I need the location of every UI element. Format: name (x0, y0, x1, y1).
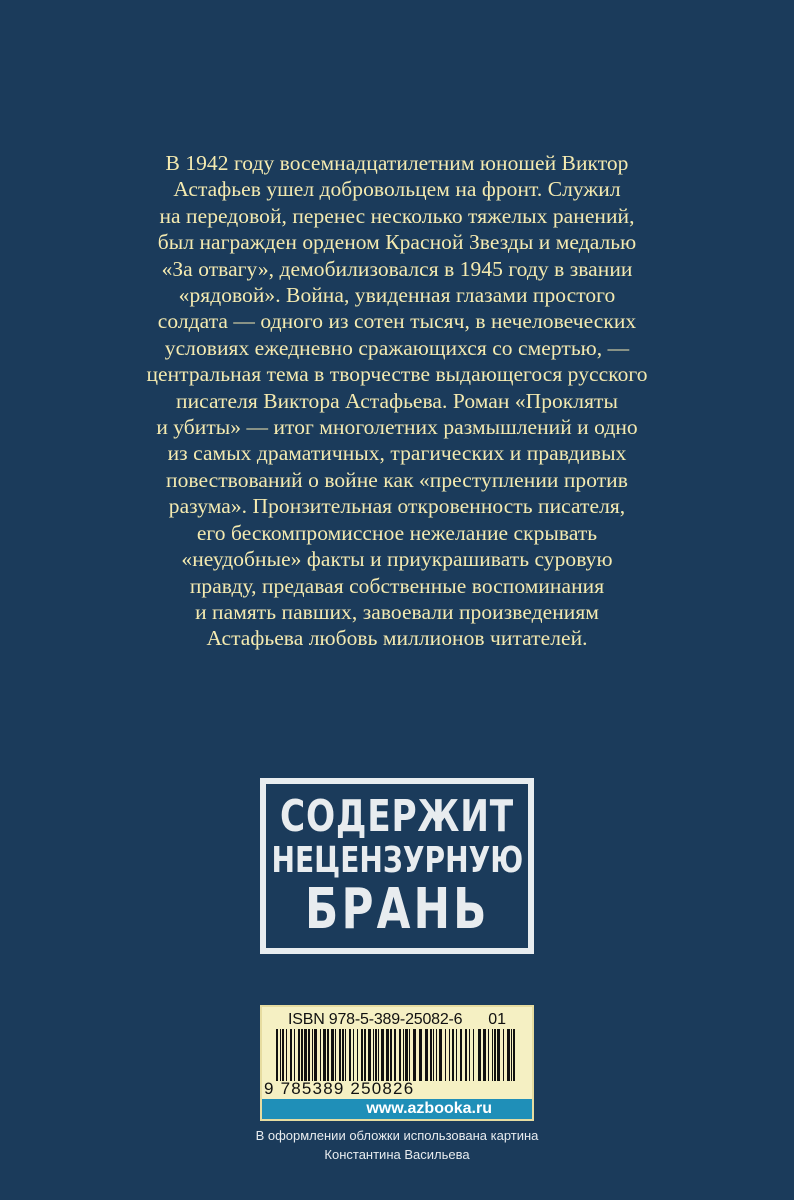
barcode-bar (394, 1029, 396, 1081)
barcode-bar (304, 1029, 307, 1081)
blurb-line: «неудобные» факты и приукрашивать суровую (181, 547, 613, 572)
barcode-bar (353, 1029, 354, 1081)
barcode-bar (373, 1029, 374, 1081)
blurb-line: разума». Пронзительная откровенность писателя, (168, 494, 626, 519)
barcode-bar (335, 1029, 336, 1081)
publisher-website[interactable]: www.azbooka.ru (262, 1099, 532, 1119)
barcode-bar (381, 1029, 384, 1081)
warning-line-2: НЕЦЕНЗУРНУЮ (271, 840, 523, 881)
barcode-bar (282, 1029, 284, 1081)
blurb-line: его бескомпромиссное нежелание скрывать (196, 520, 598, 545)
barcode-bar (386, 1029, 389, 1081)
barcode-bar (301, 1029, 303, 1081)
barcode-bar (449, 1029, 450, 1081)
barcode-bar (409, 1029, 410, 1081)
barcode-bar (364, 1029, 366, 1081)
barcode-bar (483, 1029, 486, 1081)
barcode-bar (314, 1029, 317, 1081)
barcode-label (260, 1005, 534, 1121)
barcode-bar (419, 1029, 422, 1081)
blurb-line: писателя Виктора Астафьева. Роман «Прокляты (176, 388, 618, 413)
barcode-bar (399, 1029, 401, 1081)
barcode-bar (465, 1029, 467, 1081)
warning-line-3: БРАНЬ (304, 877, 490, 942)
barcode-bar (286, 1029, 287, 1081)
blurb-line: Астафьев ушел добровольцем на фронт. Служил (173, 177, 621, 202)
barcode-bar (339, 1029, 341, 1081)
blurb-line: центральная тема в творчестве выдающегося русского (146, 362, 648, 387)
blurb-line: условиях ежедневно сражающихся со смертью, — (164, 335, 630, 360)
blurb-line: из самых драматичных, трагических и правдивых (167, 441, 627, 466)
cover-art-credit (200, 1126, 594, 1164)
barcode-bar (413, 1029, 416, 1081)
barcode-bar (320, 1029, 321, 1081)
barcode-bar (345, 1029, 346, 1081)
barcode-bar (494, 1029, 496, 1081)
barcode-bar (469, 1029, 470, 1081)
barcode-bar (488, 1029, 489, 1081)
barcode-bar (378, 1029, 379, 1081)
blurb-line: «рядовой». Война, увиденная глазами простого (178, 283, 616, 308)
barcode-bar (403, 1029, 404, 1081)
barcode-bar (478, 1029, 481, 1081)
barcode-bar (357, 1029, 358, 1081)
barcode-bar (390, 1029, 392, 1081)
barcode-bar (276, 1029, 278, 1081)
barcode-bar (349, 1029, 351, 1081)
barcode-bar (327, 1029, 329, 1081)
barcode-bar (280, 1029, 281, 1081)
content-warning-stamp (260, 778, 534, 954)
barcode-bar (433, 1029, 434, 1081)
barcode-bar (323, 1029, 326, 1081)
barcode-bar (445, 1029, 446, 1081)
barcode-bar (290, 1029, 292, 1081)
barcode-bar (361, 1029, 363, 1081)
barcode-bar (452, 1029, 454, 1081)
barcode-bar (308, 1029, 310, 1081)
barcode-bar (294, 1029, 295, 1081)
credit-line-2: Константина Васильева (324, 1147, 470, 1162)
barcode-bar (368, 1029, 371, 1081)
barcode-bar (513, 1029, 515, 1081)
blurb-line: правду, предавая собственные воспоминания (189, 573, 605, 598)
blurb-line: повествований о войне как «преступлении против (166, 467, 628, 492)
barcode-bar (436, 1029, 437, 1081)
barcode-bar (507, 1029, 510, 1081)
barcode-bar (492, 1029, 493, 1081)
warning-line-1: СОДЕРЖИТ (280, 791, 514, 842)
barcode-bar (425, 1029, 428, 1081)
barcode-bar (375, 1029, 377, 1081)
barcode-bar (298, 1029, 300, 1081)
barcode-bar (460, 1029, 462, 1081)
barcode-bar (331, 1029, 334, 1081)
addon-barcode-graphic (478, 1029, 518, 1081)
blurb-line: Астафьева любовь миллионов читателей. (206, 626, 588, 651)
barcode-bar (497, 1029, 500, 1081)
isbn-number: ISBN 978-5-389-25082-6 (288, 1011, 463, 1028)
barcode-bar (511, 1029, 512, 1081)
barcode-bar (405, 1029, 408, 1081)
ean-digits: 9 785389 250826 (264, 1079, 415, 1098)
ean-barcode-graphic (276, 1029, 474, 1081)
blurb-line: и убиты» — итог многолетних размышлений и одно (156, 415, 638, 440)
barcode-bar (342, 1029, 344, 1081)
blurb-line: и память павших, завоевали произведениям (195, 599, 599, 624)
barcode-bar (430, 1029, 432, 1081)
blurb-line: В 1942 году восемнадцатилетним юношей Виктор (165, 151, 629, 175)
isbn-addon-code: 01 (488, 1011, 506, 1028)
barcode-bar (312, 1029, 313, 1081)
barcode-bar (473, 1029, 474, 1081)
back-cover-blurb (110, 150, 684, 652)
blurb-line: солдата — одного из сотен тысяч, в нечеловеческих (157, 309, 637, 334)
credit-line-1: В оформлении обложки использована картина (255, 1128, 539, 1143)
barcode-bar (456, 1029, 457, 1081)
barcode-bar (503, 1029, 504, 1081)
blurb-line: на передовой, перенес несколько тяжелых ранений, (159, 203, 635, 228)
blurb-line: был награжден орденом Красной Звезды и медалью (157, 230, 637, 255)
barcode-bar (439, 1029, 442, 1081)
blurb-line: «За отвагу», демобилизовался в 1945 году в звании (161, 256, 633, 281)
